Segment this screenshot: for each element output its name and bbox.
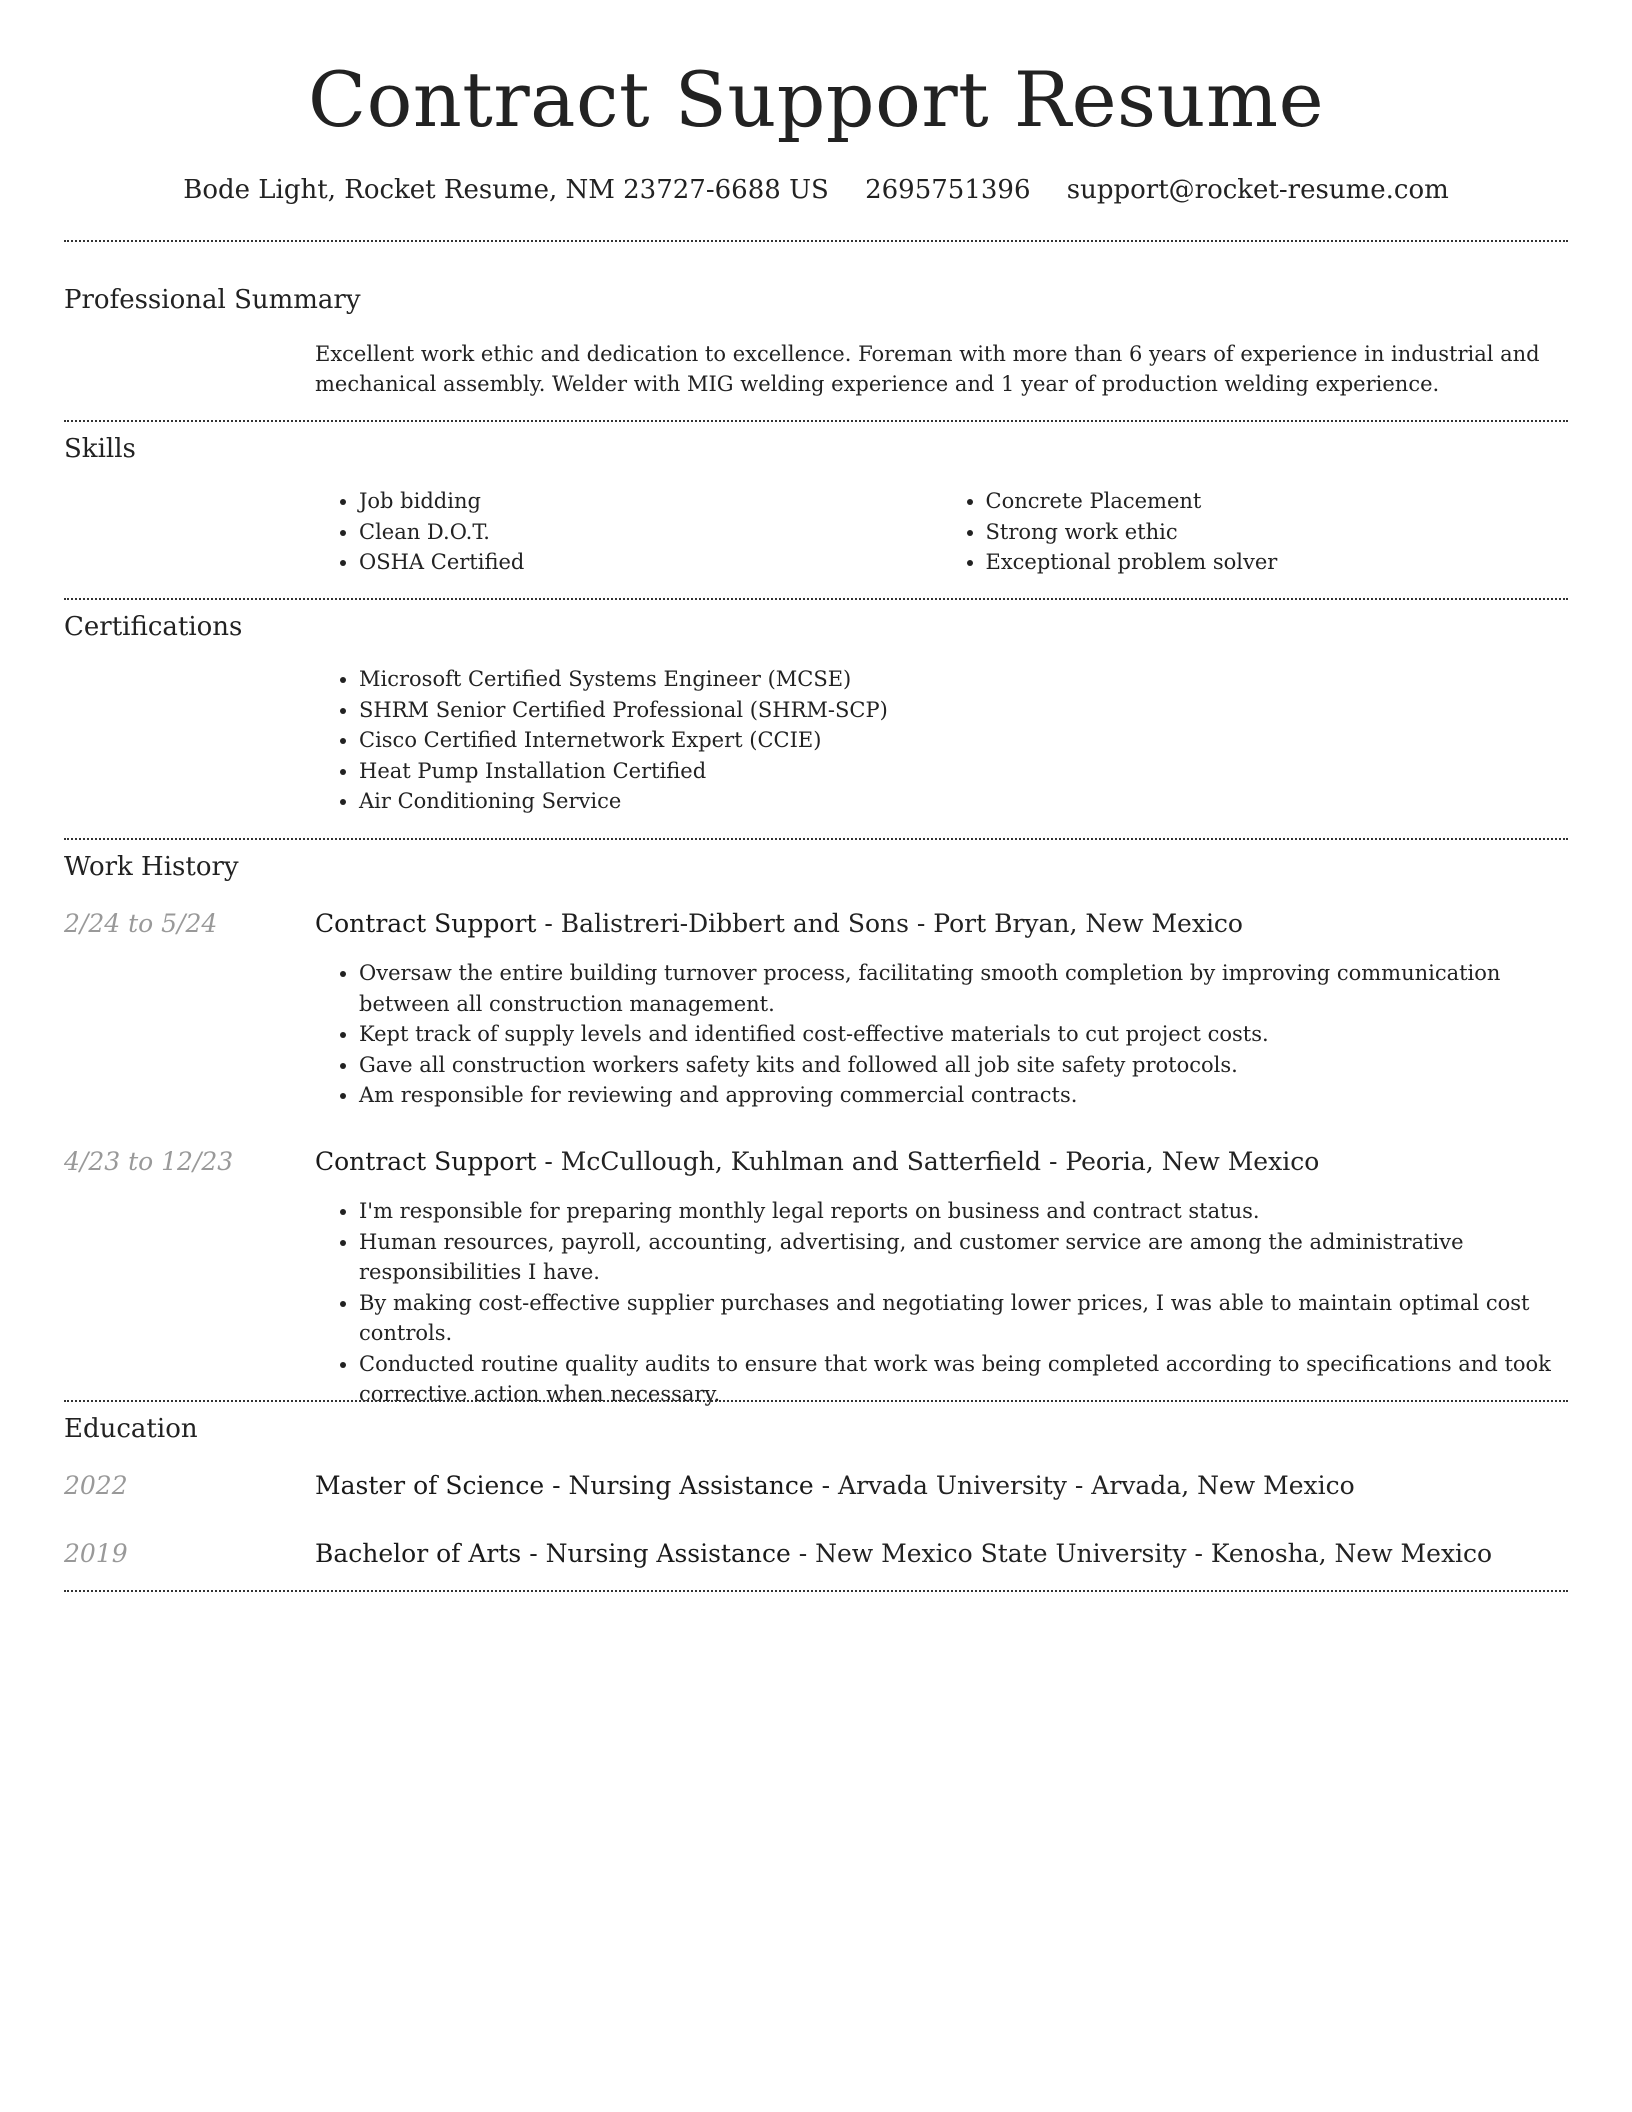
section-divider [64, 240, 1568, 242]
education-year: 2019 [64, 1539, 128, 1568]
education-section [64, 1411, 1568, 1568]
skills-list-left [315, 486, 942, 578]
list-item: • Clean D.O.T. [359, 517, 942, 548]
degree-field: - Nursing Assistance [521, 1539, 791, 1568]
education-line [315, 1469, 1568, 1503]
list-item: • Microsoft Certified Systems Engineer (MCSE) [359, 664, 1568, 695]
list-item: • Exceptional problem solver [986, 547, 1569, 578]
list-item: • I'm responsible for preparing monthly legal reports on business and contract status. [359, 1196, 1568, 1227]
resume-title: Contract Support Resume [307, 55, 1325, 144]
school: - Arvada University - Arvada, New Mexico [813, 1471, 1355, 1500]
job-role: Contract Support [315, 909, 537, 938]
list-item: • OSHA Certified [359, 547, 942, 578]
education-heading: Education [64, 1414, 198, 1444]
resume-header [0, 0, 1632, 208]
degree: Bachelor of Arts [315, 1539, 522, 1568]
list-item: • Am responsible for reviewing and approving commercial contracts. [359, 1080, 1568, 1111]
list-item: • Job bidding [359, 486, 942, 517]
job-dates: 2/24 to 5/24 [64, 909, 218, 938]
section-divider [64, 598, 1568, 600]
contact-email: support@rocket-resume.com [1066, 175, 1449, 205]
certifications-section [64, 609, 1568, 813]
certifications-body [315, 664, 1568, 817]
list-item: • Oversaw the entire building turnover process, facilitating smooth completion by improving communication between all construction management. [359, 958, 1568, 1019]
education-line [315, 1537, 1568, 1571]
education-year: 2022 [64, 1471, 128, 1500]
contact-phone: 2695751396 [865, 175, 1031, 205]
certifications-heading: Certifications [64, 612, 243, 642]
job-bullets [315, 1196, 1568, 1410]
list-item: • Cisco Certified Internetwork Expert (CCIE) [359, 725, 1568, 756]
summary-text: Excellent work ethic and dedication to excellence. Foreman with more than 6 years of experience in industrial and mechanical assembly. Welder with MIG welding experience and 1 year of production welding experience. [315, 342, 1540, 396]
section-divider [64, 420, 1568, 422]
job-employer: - McCullough, Kuhlman and Satterfield - Peoria, New Mexico [536, 1147, 1320, 1176]
degree: Master of Science [315, 1471, 545, 1500]
section-divider [64, 1400, 1568, 1402]
list-item: • Concrete Placement [986, 486, 1569, 517]
skills-list-right [942, 486, 1569, 578]
list-item: • Human resources, payroll, accounting, advertising, and customer service are among the administrative responsibilities I have. [359, 1227, 1568, 1288]
list-item: • By making cost-effective supplier purchases and negotiating lower prices, I was able to maintain optimal cost controls. [359, 1288, 1568, 1349]
summary-body [315, 339, 1568, 399]
skills-body [315, 486, 1568, 578]
work-history-heading: Work History [64, 852, 239, 882]
skills-heading: Skills [64, 434, 136, 464]
list-item: • Strong work ethic [986, 517, 1569, 548]
section-divider [64, 1590, 1568, 1592]
job-title-line [315, 907, 1568, 941]
list-item: • Kept track of supply levels and identified cost-effective materials to cut project costs. [359, 1019, 1568, 1050]
list-item: • Conducted routine quality audits to ensure that work was being completed according to specifications and took corrective action when necessary. [359, 1349, 1568, 1410]
list-item: • Gave all construction workers safety kits and followed all job site safety protocols. [359, 1050, 1568, 1081]
skills-section [64, 431, 1568, 574]
summary-section [64, 282, 1568, 396]
contact-line [0, 172, 1632, 208]
list-item: • Heat Pump Installation Certified [359, 756, 1568, 787]
job-dates: 4/23 to 12/23 [64, 1147, 234, 1176]
job-bullets [315, 958, 1568, 1111]
list-item: • SHRM Senior Certified Professional (SHRM-SCP) [359, 695, 1568, 726]
summary-heading: Professional Summary [64, 285, 361, 315]
school: - New Mexico State University - Kenosha, New Mexico [790, 1539, 1493, 1568]
contact-address: Bode Light, Rocket Resume, NM 23727-6688 US [183, 175, 829, 205]
certifications-list [315, 664, 1568, 817]
job-title-line [315, 1145, 1568, 1179]
job-employer: - Balistreri-Dibbert and Sons - Port Bryan, New Mexico [536, 909, 1243, 938]
list-item: • Air Conditioning Service [359, 786, 1568, 817]
degree-field: - Nursing Assistance [544, 1471, 814, 1500]
work-history-section [64, 849, 1568, 1406]
job-role: Contract Support [315, 1147, 537, 1176]
section-divider [64, 838, 1568, 840]
